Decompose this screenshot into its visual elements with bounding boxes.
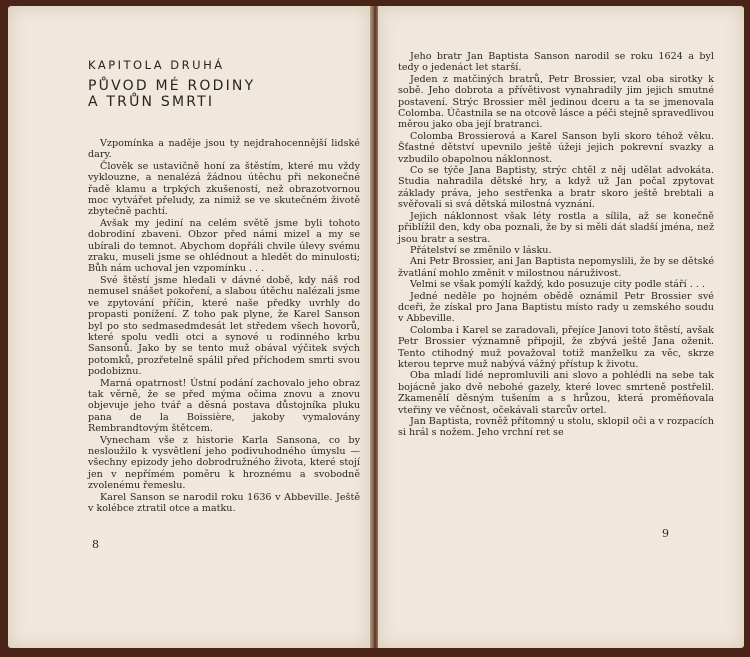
paragraph: Vynecham vše z historie Karla Sansona, co by nesloužilo k vysvětlení jeho podivuhodného úmyslu — všechny epizody jeho dobrodružného života, které stojí jen v nepřímém poměru k hroznému a svobodně zvolenému řemeslu.: [88, 434, 360, 492]
paragraph: Člověk se ustavičně honí za štěstím, které mu vždy vyklouzne, a nenalézá žádnou útěchu při nekonečné řadě klamu a trpkých zkušeností, než obrazotvornou moc vytvářet přeludy, za nimiž se ve skutečném životě zbytečně pachtí.: [88, 160, 360, 218]
paragraph: Colomba Brossierová a Karel Sanson byli skoro téhož věku. Šťastné dětství upevnilo ještě úžeji jejich pokrevní svazky a vzbudilo obapolnou náklonnost.: [398, 130, 714, 165]
paragraph: Oba mladí lidé nepromluvili ani slovo a pohlédli na sebe tak bojácně jako dvě nebohé gazely, které lovec smrteně postřelil. Zkamenělí děsným tušením a s hrůzou, která proměňovala vteřiny ve věčnost, očekávali starcův ortel.: [398, 370, 714, 416]
paragraph: Jeho bratr Jan Baptista Sanson narodil se roku 1624 a byl tedy o jedenáct let starší.: [398, 51, 714, 74]
paragraph: Colomba i Karel se zaradovali, přejíce Janovi toto štěstí, avšak Petr Brossier významně připojil, že zbývá ještě Jana oženit. Tento ctihodný muž považoval totiž manželku za věc, skrze kterou teprve muž nabývá vážný přístup k životu.: [398, 324, 714, 370]
paragraph: Své štěstí jsme hledali v dávné době, kdy náš rod nemusel snášet pokoření, a slabou útěchu nalézali jsme ve zpytování příčin, které naše předky uvrhly do propasti ponížení. Z toho pak plyne, že Karel Sanson byl po sto sedmasedmdesát let středem všech hovorů, které spolu vedli otci a synové u rodinného krbu Sansonů. Jako by se tento muž obával výčitek svých potomků, prozřetelně spálil před příchodem smrti svou podobiznu.: [88, 274, 360, 378]
right-page: [378, 6, 744, 648]
paragraph: Co se týče Jana Baptisty, strýc chtěl z něj udělat advokáta. Studia nahradila dětské hry, a když už Jan počal zpytovat základy práva, jeho sestřenka a bratr skoro ještě brebtali a svěřovali si svá dětská milostná vyznání.: [398, 165, 714, 211]
paragraph: Jedné neděle po hojném obědě oznámil Petr Brossier své dceři, že získal pro Jana Baptistu místo rady u zemského soudu v Abbeville.: [398, 290, 714, 325]
chapter-title-line-2: A TRŮN SMRTI: [88, 94, 215, 110]
left-page: [8, 6, 370, 648]
right-page-body: [398, 51, 714, 439]
page-number: 8: [92, 538, 99, 551]
chapter-title-line-1: PŮVOD MÉ RODINY: [88, 78, 256, 94]
paragraph: Jejich náklonnost však léty rostla a sílila, až se konečně přiblížil den, kdy oba poznali, že by si měli dát sladší jména, než jsou bratr a sestra.: [398, 210, 714, 245]
chapter-label: KAPITOLA DRUHÁ: [88, 58, 225, 72]
paragraph: Avšak my jediní na celém světě jsme byli tohoto dobrodiní zbaveni. Obzor před námi mizel a my se ubírali do temnot. Abychom dopřáli chvile úlevy svému zraku, museli jsme se ohlédnout a hledět do minulosti; Bůh nám uchoval jen vzpomínku . . .: [88, 217, 360, 275]
page-number: 9: [662, 527, 669, 540]
paragraph: Jan Baptista, rovněž přítomný u stolu, sklopil oči a v rozpacích si hrál s nožem. Jeho vrchní ret se: [398, 416, 714, 439]
paragraph: Karel Sanson se narodil roku 1636 v Abbeville. Ještě v kolébce ztratil otce a matku.: [88, 491, 360, 514]
paragraph: Přátelství se změnilo v lásku.: [410, 244, 552, 256]
paragraph: Ani Petr Brossier, ani Jan Baptista nepomyslili, že by se dětské žvatlání mohlo změnit v milostnou náruživost.: [398, 256, 714, 279]
paragraph: Jeden z matčiných bratrů, Petr Brossier, vzal oba sirotky k sobě. Jeho dobrota a přívětivost vynahradily jim jejich smutné postavení. Strýc Brossier měl jedinou dceru a ta se jmenovala Colomba. Účastnila se na otcově lásce a péči stejně spravedlivou měrou jako oba její bratranci.: [398, 73, 714, 131]
paragraph: Velmi se však pomýlí každý, kdo posuzuje city podle stáří . . .: [410, 279, 705, 291]
paragraph: Marná opatrnost! Ústní podání zachovalo jeho obraz tak věrně, že se před mýma očima znovu a znovu objevuje jeho tvář a děsná postava důstojníka pluku pana de la Boissière, jakoby vymalovány Rembrandtovým štětcem.: [88, 377, 360, 435]
chapter-heading: [88, 58, 348, 110]
paragraph: Vzpomínka a naděje jsou ty nejdrahocennější lidské dary.: [88, 138, 360, 161]
left-page-body: [88, 138, 360, 514]
